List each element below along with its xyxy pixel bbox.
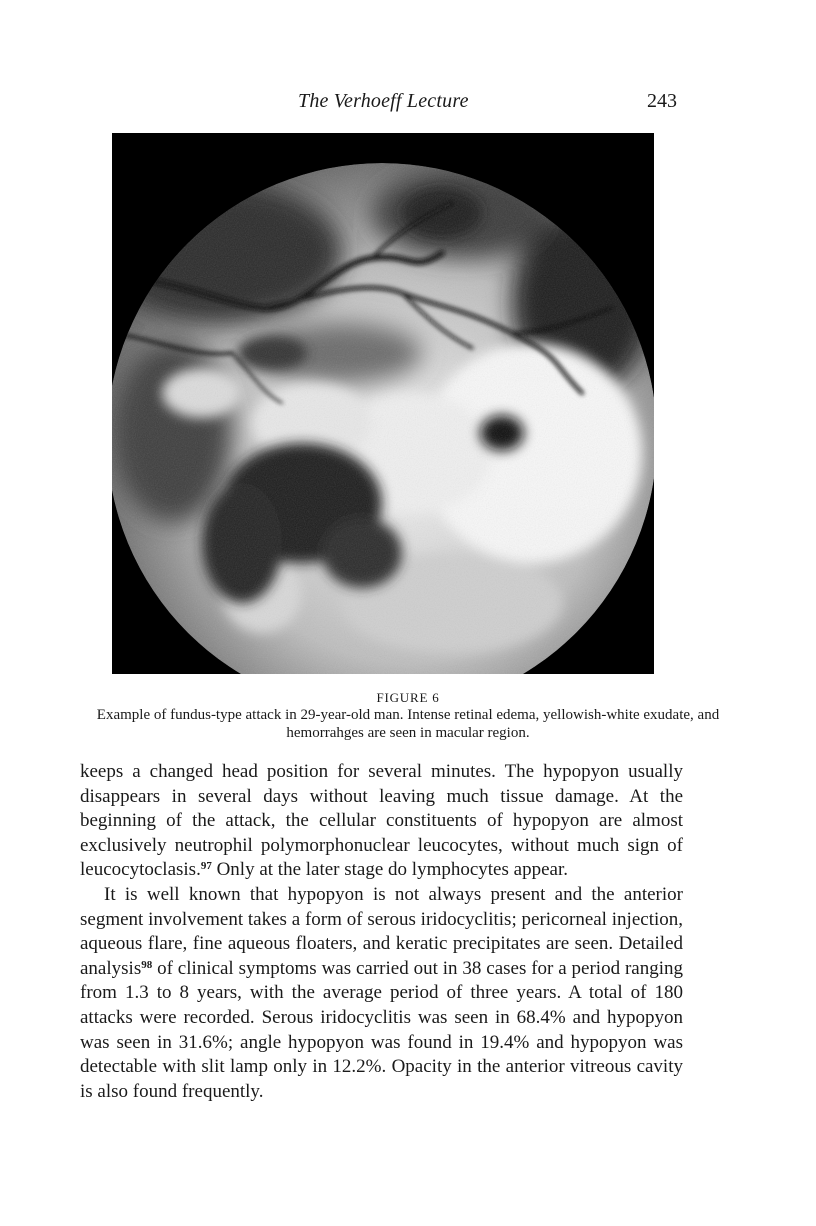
figure-label: FIGURE 6	[376, 690, 440, 705]
paragraph-1-text: keeps a changed head position for several minutes. The hypopyon usually disappears in several days without leaving much tissue damage. At the beginning of the attack, the cellular constituents of hypopyon are almost exclusively neutrophil polymorphonuclear leucocytes, without much sign of leucocytoclasis.	[80, 761, 683, 881]
paragraph-1	[80, 760, 683, 883]
reference-98: 98	[141, 958, 153, 971]
paragraph-2-text: It is well known that hypopyon is not always present and the anterior segment involvement takes a form of serous iridocyclitis; pericorneal injection, aqueous flare, fine aqueous floaters, and keratic precipitates are seen. Detailed analysis	[80, 883, 683, 979]
running-title: The Verhoeff Lecture	[298, 90, 469, 112]
paragraph-2-text-cont: of clinical symptoms was carried out in 38 cases for a period ranging from 1.3 to 8 years, with the average period of three years. A total of 180 attacks were recorded. Serous iridocyclitis was seen in 68.4% and hypopyon was seen in 31.6%; angle hypopyon was found in 19.4% and hypopyon was detectable with slit lamp only in 12.2%. Opacity in the anterior vitreous cavity is also found frequently.	[80, 957, 683, 1102]
page-number: 243	[647, 90, 677, 112]
running-head	[0, 88, 816, 118]
reference-97: 97	[200, 860, 212, 873]
fundus-photograph	[112, 133, 654, 674]
paragraph-2	[80, 883, 683, 1104]
figure-caption: Example of fundus-type attack in 29-year-old man. Intense retinal edema, yellowish-white exudate, and hemorrahges are seen in macular region.	[96, 707, 720, 741]
fundus-image	[112, 133, 654, 674]
paragraph-1-text-cont: Only at the later stage do lymphocytes appear.	[211, 859, 568, 881]
body-text	[80, 760, 683, 1104]
